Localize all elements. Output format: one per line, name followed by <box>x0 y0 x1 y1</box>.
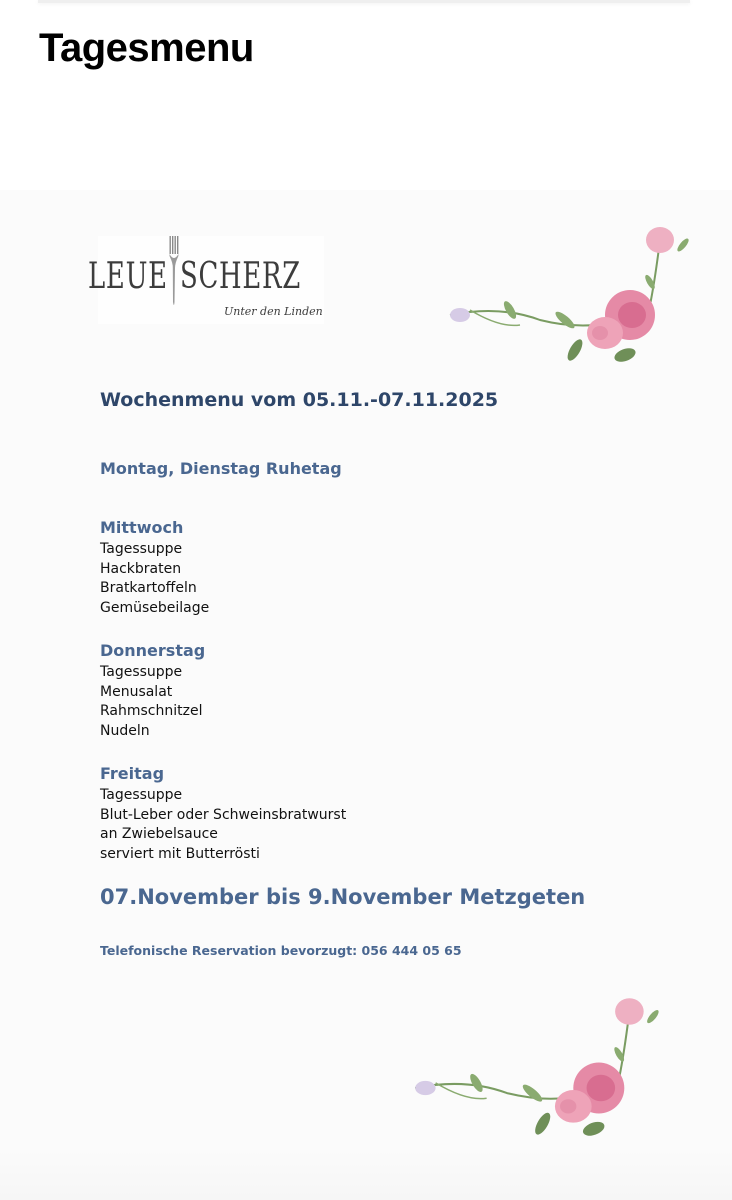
logo-word-right: SCHERZ <box>180 256 301 297</box>
dish-item: serviert mit Butterrösti <box>100 846 260 863</box>
fork-icon <box>168 236 180 308</box>
reservation-note: Telefonische Reservation bevorzugt: 056 444 05 65 <box>100 943 462 958</box>
dish-item: Nudeln <box>100 723 150 740</box>
dish-item: Bratkartoffeln <box>100 580 197 597</box>
dish-item: Menusalat <box>100 683 173 700</box>
day-section-freitag <box>100 764 346 865</box>
metzgeten-announcement: 07.November bis 9.November Metzgeten <box>100 885 586 909</box>
dish-item: Tagessuppe <box>100 787 183 803</box>
day-title: Mittwoch <box>100 518 184 537</box>
week-menu-heading: Wochenmenu vom 05.11.-07.11.2025 <box>100 389 499 411</box>
dish-item: Hackbraten <box>100 560 182 577</box>
rose-decoration-icon <box>405 980 660 1145</box>
logo-word-left: LEUE <box>88 256 168 297</box>
dish-item: Tagessuppe <box>100 541 183 557</box>
top-edge <box>38 0 690 3</box>
dish-item: an Zwiebelsauce <box>100 826 218 843</box>
day-section-mittwoch <box>100 518 209 619</box>
dish-item: Rahmschnitzel <box>100 703 203 720</box>
dish-item: Tagessuppe <box>100 664 183 680</box>
day-title: Freitag <box>100 764 165 783</box>
closed-days-heading: Montag, Dienstag Ruhetag <box>100 459 342 478</box>
rose-decoration-icon <box>440 210 690 370</box>
restaurant-logo <box>88 236 324 324</box>
dish-item: Gemüsebeilage <box>100 600 210 617</box>
dish-item: Blut-Leber oder Schweinsbratwurst <box>100 806 347 823</box>
logo-subtitle: Unter den Linden <box>224 305 323 318</box>
page-title: Tagesmenu <box>39 26 254 70</box>
bottom-fade <box>0 1150 732 1200</box>
day-title: Donnerstag <box>100 641 206 660</box>
day-section-donnerstag <box>100 641 205 742</box>
